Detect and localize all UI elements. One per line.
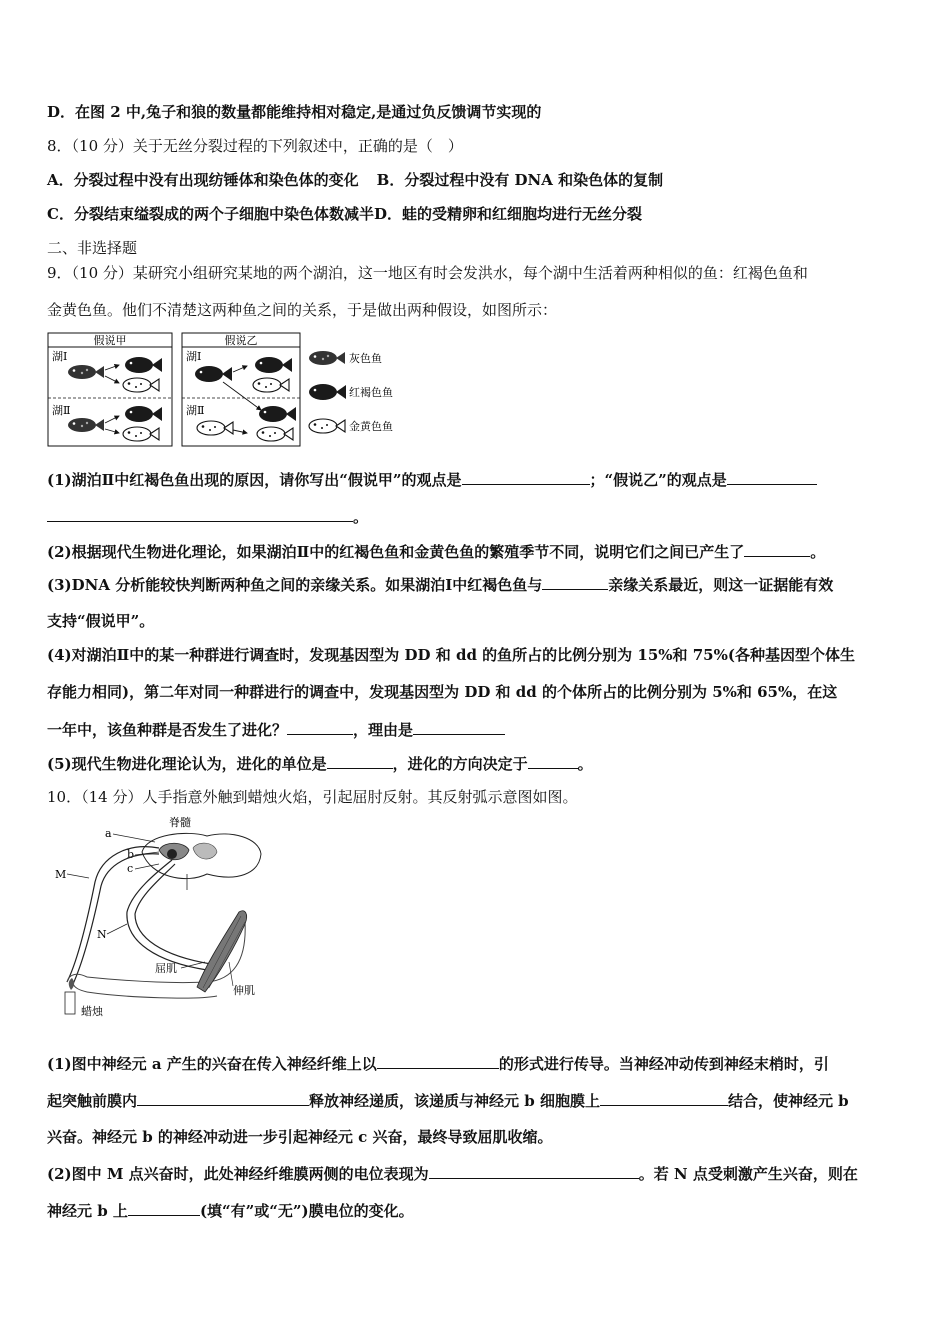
q9-p5-end: 。 — [577, 755, 593, 773]
label-flexor: 屈肌 — [155, 962, 177, 975]
q10-stem: 10．（14 分）人手指意外触到蜡烛火焰，引起屈肘反射。其反射弧示意图如图。 — [47, 788, 578, 806]
q9-p4-text-b: ，理由是 — [353, 721, 414, 739]
section-title: 二、非选择题 — [47, 239, 138, 257]
label-candle: 蜡烛 — [81, 1005, 103, 1018]
lake1-label-a: 湖Ⅰ — [52, 350, 68, 363]
q9-part5 — [47, 753, 593, 774]
q8-option-b: B．分裂过程中没有 DNA 和染色体的复制 — [376, 171, 664, 189]
q9-part4-line3 — [47, 719, 505, 740]
legend-gray: 灰色鱼 — [349, 352, 382, 365]
q9-p4-blank1[interactable] — [287, 719, 353, 735]
q9-part1-line1 — [47, 469, 817, 490]
q7-option-d: D．在图 2 中,兔子和狼的数量都能维持相对稳定,是通过负反馈调节实现的 — [47, 103, 542, 121]
q10-part1-line2 — [47, 1090, 849, 1111]
q9-p1-blank1[interactable] — [462, 469, 590, 485]
hypothesis-b-title: 假说乙 — [224, 334, 258, 347]
q9-p5-text-b: ，进化的方向决定于 — [392, 755, 528, 773]
q10-part2-line2 — [47, 1200, 414, 1221]
q9-p3-blank[interactable] — [542, 574, 608, 590]
q9-p3-text-a: (3)DNA 分析能较快判断两种鱼之间的亲缘关系。如果湖泊Ⅰ中红褐色鱼与 — [47, 576, 543, 594]
q10-part2-line1 — [47, 1163, 858, 1184]
lake2-label-b: 湖Ⅱ — [186, 404, 205, 417]
legend-gold: 金黄色鱼 — [349, 420, 393, 433]
q10-p1-blank1[interactable] — [377, 1053, 499, 1069]
q10-p1-blank2[interactable] — [137, 1090, 309, 1106]
q10-p2-blank2[interactable] — [128, 1200, 200, 1216]
q10-p1-text-e: 结合，使神经元 b — [727, 1092, 849, 1110]
q10-p1-text-b: 的形式进行传导。当神经冲动传到神经末梢时，引 — [498, 1055, 829, 1073]
q10-p2-text-a: (2)图中 M 点兴奋时，此处神经纤维膜两侧的电位表现为 — [47, 1165, 429, 1183]
label-b: b — [127, 848, 135, 861]
q9-p3-text-b: 亲缘关系最近，则这一证据能有效 — [608, 576, 834, 594]
q10-p1-text-c: 起突触前膜内 — [47, 1092, 138, 1110]
q9-part4-line1: (4)对湖泊Ⅱ中的某一种群进行调查时，发现基因型为 DD 和 dd 的鱼所占的比例分别为 15%和 75%(各种基因型个体生 — [47, 646, 855, 664]
q10-part1-line1 — [47, 1053, 829, 1074]
q10-p2-text-b: 。若 N 点受刺激产生兴奋，则在 — [638, 1165, 858, 1183]
q9-p5-text-a: (5)现代生物进化理论认为，进化的单位是 — [47, 755, 327, 773]
q8-options-cd — [47, 204, 642, 224]
label-n: N — [97, 928, 107, 941]
q9-part1-line2 — [47, 506, 368, 527]
q9-part3-line2: 支持“假说甲”。 — [47, 612, 155, 630]
hypothesis-figure — [47, 332, 417, 452]
label-a: a — [105, 827, 112, 840]
reflex-arc-figure — [47, 812, 277, 1026]
label-m: M — [55, 868, 67, 881]
q9-stem-line1: 9．（10 分）某研究小组研究某地的两个湖泊，这一地区有时会发洪水，每个湖中生活着两种相似的鱼：红褐色鱼和 — [47, 264, 808, 282]
q9-p2-text: (2)根据现代生物进化理论，如果湖泊Ⅱ中的红褐色鱼和金黄色鱼的繁殖季节不同，说明它们之间已产生了 — [47, 543, 745, 561]
q8-option-d: D．蛙的受精卵和红细胞均进行无丝分裂 — [373, 205, 642, 223]
q9-p5-blank1[interactable] — [327, 753, 393, 769]
candle-icon — [65, 992, 75, 1014]
legend-gray-fish-icon — [309, 351, 345, 365]
q9-p2-blank[interactable] — [744, 541, 810, 557]
q9-p5-blank2[interactable] — [528, 753, 578, 769]
lake2-label-a: 湖Ⅱ — [52, 404, 71, 417]
label-extensor: 伸肌 — [233, 984, 255, 997]
q9-stem-line2: 金黄色鱼。他们不清楚这两种鱼之间的关系，于是做出两种假设，如图所示： — [47, 301, 558, 319]
q10-p1-text-d: 释放神经递质，该递质与神经元 b 细胞膜上 — [309, 1092, 600, 1110]
legend-red-fish-icon — [309, 384, 346, 400]
q10-p2-blank1[interactable] — [429, 1163, 639, 1179]
q8-options-ab — [47, 170, 663, 190]
q9-p1-blank2-cont[interactable] — [47, 506, 353, 522]
q10-p2-text-d: (填“有”或“无”)膜电位的变化。 — [199, 1202, 414, 1220]
label-spinal-cord: 脊髓 — [169, 816, 191, 829]
legend-gold-fish-icon — [309, 419, 345, 433]
label-c: c — [127, 862, 134, 875]
q9-part2 — [47, 541, 825, 562]
q9-part4-line2: 存能力相同)，第二年对同一种群进行的调查中，发现基因型为 DD 和 dd 的个体所占的比例分别为 5%和 65%，在这 — [47, 683, 838, 701]
q10-part1-line3: 兴奋。神经元 b 的神经冲动进一步引起神经元 c 兴奋，最终导致屈肌收缩。 — [47, 1128, 553, 1146]
q8-stem: 8．（10 分）关于无丝分裂过程的下列叙述中，正确的是（ ） — [47, 137, 463, 155]
q9-p1-blank2[interactable] — [727, 469, 817, 485]
hypothesis-a-title: 假说甲 — [93, 334, 127, 347]
q9-part3-line1 — [47, 574, 833, 595]
q10-p2-text-c: 神经元 b 上 — [47, 1202, 128, 1220]
q9-p4-blank2[interactable] — [413, 719, 505, 735]
q10-p1-text-a: (1)图中神经元 a 产生的兴奋在传入神经纤维上以 — [47, 1055, 377, 1073]
q9-p1-text-b: ；“假说乙”的观点是 — [589, 471, 727, 489]
q9-p2-end: 。 — [810, 543, 826, 561]
q9-p1-text-a: (1)湖泊Ⅱ中红褐色鱼出现的原因，请你写出“假说甲”的观点是 — [47, 471, 462, 489]
q9-p1-end: 。 — [353, 508, 369, 526]
lake1-label-b: 湖Ⅰ — [186, 350, 202, 363]
q8-option-a: A．分裂过程中没有出现纺锤体和染色体的变化 — [47, 171, 359, 189]
legend-red: 红褐色鱼 — [349, 386, 393, 399]
q8-option-c: C．分裂结束缢裂成的两个子细胞中染色体数减半 — [47, 205, 374, 223]
q10-p1-blank3[interactable] — [600, 1090, 728, 1106]
q9-p4-text-a: 一年中，该鱼种群是否发生了进化？ — [47, 721, 288, 739]
